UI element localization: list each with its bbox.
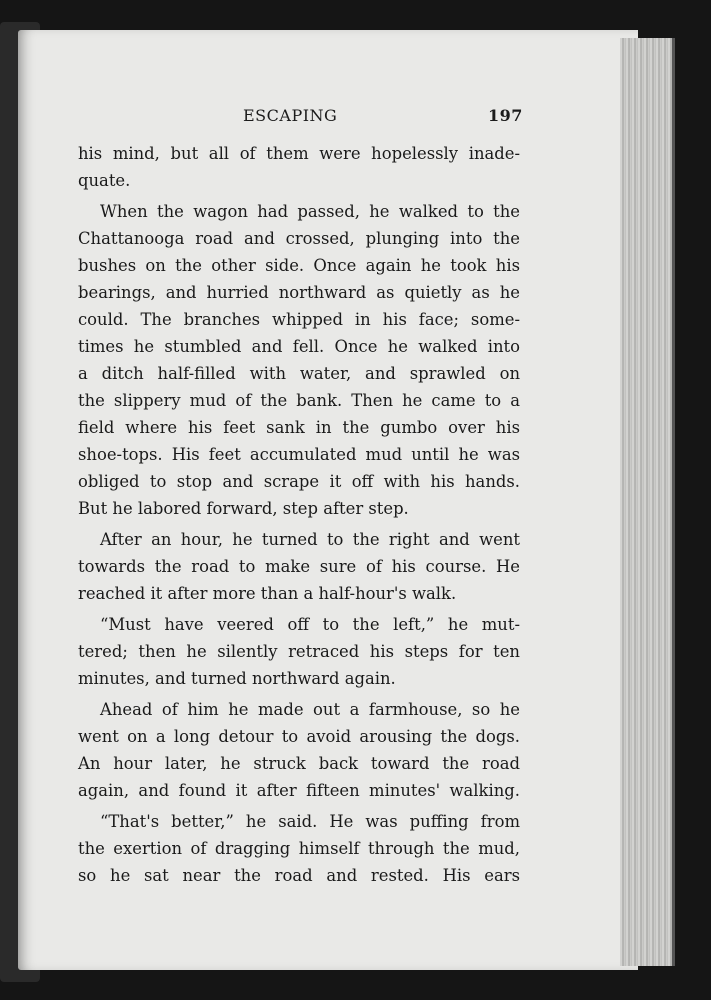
text-line: field where his feet sank in the gumbo over his xyxy=(78,418,520,437)
text-line: obliged to stop and scrape it off with his hands. xyxy=(78,472,520,491)
text-line: his mind, but all of them were hopelessly inade- xyxy=(78,144,520,163)
text-line: towards the road to make sure of his course. He xyxy=(78,557,520,576)
text-line: again, and found it after fifteen minutes' walking. xyxy=(78,781,520,800)
text-line: so he sat near the road and rested. His ears xyxy=(78,866,520,885)
text-line: tered; then he silently retraced his steps for ten xyxy=(78,642,520,661)
text-line: “Must have veered off to the left,” he mut- xyxy=(100,615,520,634)
text-line: bearings, and hurried northward as quietly as he xyxy=(78,283,520,302)
text-line: the exertion of dragging himself through the mud, xyxy=(78,839,520,858)
body-text xyxy=(78,140,520,889)
text-line: After an hour, he turned to the right and went xyxy=(100,530,520,549)
text-line: reached it after more than a half-hour's walk. xyxy=(78,584,457,603)
text-line: “That's better,” he said. He was puffing from xyxy=(100,812,520,831)
text-line: But he labored forward, step after step. xyxy=(78,499,409,518)
running-head xyxy=(0,106,711,130)
text-line: the slippery mud of the bank. Then he came to a xyxy=(78,391,520,410)
text-line: minutes, and turned northward again. xyxy=(78,669,396,688)
text-line: could. The branches whipped in his face; some- xyxy=(78,310,520,329)
text-line: quate. xyxy=(78,171,131,190)
text-line: shoe-tops. His feet accumulated mud until he was xyxy=(78,445,520,464)
text-line: Ahead of him he made out a farmhouse, so he xyxy=(100,700,520,719)
page-edges xyxy=(620,38,675,966)
text-line: When the wagon had passed, he walked to the xyxy=(100,202,520,221)
text-line: Chattanooga road and crossed, plunging into the xyxy=(78,229,520,248)
text-line: times he stumbled and fell. Once he walked into xyxy=(78,337,520,356)
page-number: 197 xyxy=(488,106,523,125)
text-line: a ditch half-filled with water, and sprawled on xyxy=(78,364,520,383)
text-line: bushes on the other side. Once again he took his xyxy=(78,256,520,275)
text-line: went on a long detour to avoid arousing the dogs. xyxy=(78,727,520,746)
text-line: An hour later, he struck back toward the road xyxy=(78,754,520,773)
chapter-title: ESCAPING xyxy=(243,106,338,125)
